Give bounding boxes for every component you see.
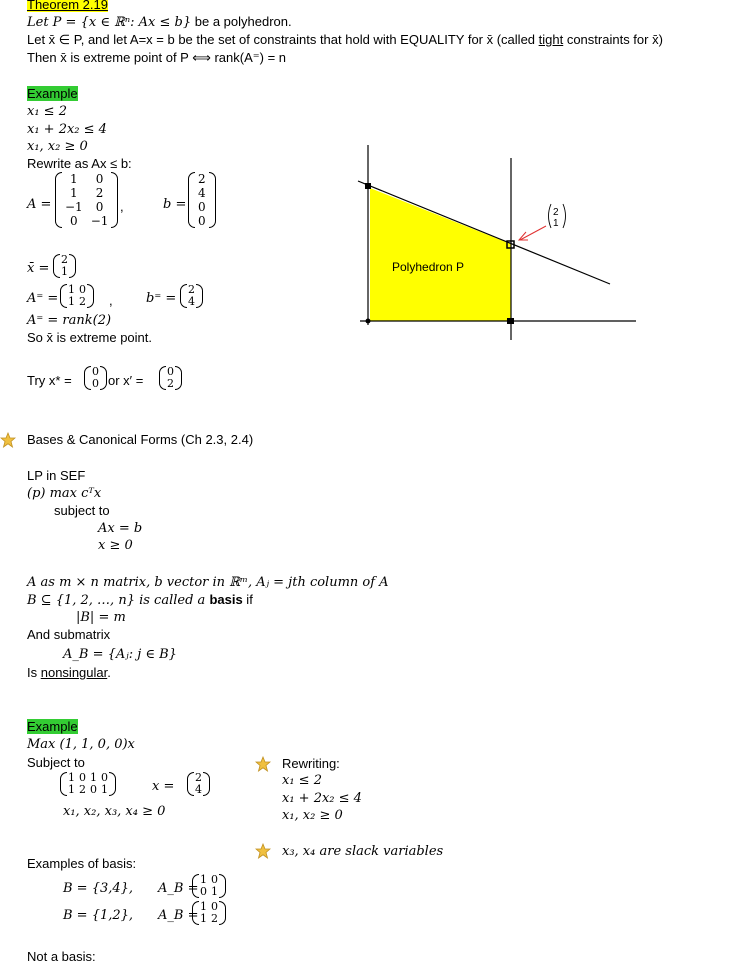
matrix-cell: 0 (92, 377, 99, 390)
basis-1-AB-label: A_B = (158, 881, 199, 896)
matrix-row (61, 200, 112, 214)
matrix-cell: 0 (167, 365, 174, 378)
rewriting-1: x₁ ≤ 2 (282, 773, 322, 788)
theorem-line-2: Let x̄ ∈ P, and let A=x = b be the set of constraints that hold with EQUALITY for x̄ (called tight constraints for x̄) (27, 32, 663, 47)
matrix-cell: 0 (95, 200, 104, 214)
rank-line: A⁼ = rank(2) (27, 313, 112, 328)
matrix-row (66, 784, 110, 796)
basis-def-submatrix: And submatrix (27, 627, 111, 642)
basis-1: B = {3,4}, (63, 881, 134, 896)
beq-vector (180, 284, 203, 308)
matrix-row (61, 214, 112, 228)
matrix-cell: 0 (79, 283, 86, 296)
lp-subject-to: subject to (54, 503, 110, 518)
vertex-marker (365, 183, 371, 189)
matrix-cell: 2 (198, 172, 206, 186)
matrix-row (193, 784, 204, 796)
constraint-3: x₁, x₂ ≥ 0 (27, 139, 88, 154)
matrix-cell: 4 (198, 186, 206, 200)
matrix-cell: 0 (70, 214, 78, 228)
matrix-cell: 1 (68, 283, 75, 296)
theorem-line-3: Then x̄ is extreme point of P ⟺ rank(A⁼) = n (27, 50, 287, 65)
matrix-cell: 0 (198, 214, 206, 228)
basis-2-matrix (192, 901, 226, 925)
matrix-row (61, 172, 112, 186)
xbar-vector (53, 254, 76, 278)
basis-def-line-2: B ⊆ {1, 2, …, n} is called a basis if (27, 592, 253, 608)
matrix-cell: 2 (79, 783, 86, 796)
lp-objective: (p) max cᵀx (27, 486, 102, 501)
lp-heading: LP in SEF (27, 468, 86, 483)
matrix-cell: 0 (90, 783, 97, 796)
or-label: or x′ = (108, 373, 144, 388)
matrix-cell: 0 (101, 771, 108, 784)
matrix-cell: 1 (200, 912, 207, 925)
polyhedron-graph (350, 140, 650, 345)
matrix-row (59, 266, 70, 278)
matrix-cell: 1 (68, 783, 75, 796)
try-label: Try x* = (27, 373, 72, 388)
matrix-cell: 0 (95, 172, 104, 186)
matrix-cell: 1 (70, 186, 78, 200)
matrix-row (61, 186, 112, 200)
examples-of-basis: Examples of basis: (27, 856, 137, 871)
constraint-2: x₁ + 2x₂ ≤ 4 (27, 122, 107, 137)
matrix-cell: 2 (211, 912, 218, 925)
star-icon (255, 843, 271, 859)
matrix-row (186, 296, 197, 308)
slack-note: x₃, x₄ are slack variables (282, 844, 444, 859)
constraint-1: x₁ ≤ 2 (27, 104, 67, 119)
matrix-row (198, 913, 220, 925)
matrix-cell: 0 (211, 900, 218, 913)
lp-equality: Ax = b (98, 521, 143, 536)
matrix-cell: 1 (101, 783, 108, 796)
vertex-marker (507, 318, 514, 324)
star-icon (0, 432, 16, 448)
matrix-cell: 1 (68, 295, 75, 308)
matrix-cell: 1 (200, 873, 207, 886)
matrix-cell: 4 (195, 783, 202, 796)
matrix-cell: 0 (200, 885, 207, 898)
beq-label: b⁼ = (146, 291, 177, 306)
matrix-cell: 0 (198, 200, 206, 214)
matrix-cell: −1 (90, 214, 109, 228)
polyhedron-region (370, 188, 511, 321)
try-xp-vector (159, 366, 182, 390)
matrix-cell: 1 (61, 265, 68, 278)
example2-x-eq: x = (152, 779, 175, 794)
try-x-vector (84, 366, 107, 390)
matrix-row (165, 378, 176, 390)
matrix-row (66, 296, 88, 308)
matrix-cell: 0 (79, 771, 86, 784)
arrow-shaft (520, 226, 546, 240)
matrix-cell: −1 (65, 200, 83, 214)
example2-max: Max (1, 1, 0, 0)x (27, 737, 135, 752)
example2-label: Example (27, 719, 78, 734)
example-label: Example (27, 86, 78, 101)
matrix-cell: 2 (188, 283, 195, 296)
example2-matrix (60, 772, 116, 796)
point-vector-bottom: 1 (553, 218, 559, 229)
matrix-row (90, 378, 101, 390)
theorem-line-1: Let P = {x ∈ ℝⁿ: Ax ≤ b} be a polyhedron. (27, 14, 292, 30)
basis-def-nonsingular: Is nonsingular. (27, 665, 111, 680)
polyhedron-label: Polyhedron P (392, 260, 465, 274)
star-icon (255, 756, 271, 772)
rewriting-2: x₁ + 2x₂ ≤ 4 (282, 791, 362, 806)
example2-nonneg: x₁, x₂, x₃, x₄ ≥ 0 (63, 804, 166, 819)
Aeq-matrix (60, 284, 94, 308)
not-a-basis: Not a basis: (27, 949, 96, 964)
rewriting-label: Rewriting: (282, 756, 340, 771)
matrix-cell: 0 (92, 365, 99, 378)
vector-b-label: b = (163, 197, 187, 212)
basis-2: B = {1,2}, (63, 908, 134, 923)
point-vector-top: 2 (553, 207, 559, 218)
matrix-row (194, 214, 210, 228)
matrix-cell: 2 (167, 377, 174, 390)
lp-nonneg: x ≥ 0 (98, 538, 133, 553)
matrix-row (194, 172, 210, 186)
basis-2-AB-label: A_B = (158, 908, 199, 923)
matrix-A (55, 172, 118, 228)
matrix-cell: 4 (188, 295, 195, 308)
matrix-cell: 2 (61, 253, 68, 266)
matrix-cell: 1 (200, 900, 207, 913)
matrix-row (198, 886, 220, 898)
matrix-cell: 2 (95, 186, 104, 200)
matrix-cell: 1 (211, 885, 218, 898)
rewrite-line: Rewrite as Ax ≤ b: (27, 156, 132, 171)
so-line: So x̄ is extreme point. (27, 330, 152, 345)
matrix-row (194, 200, 210, 214)
matrix-cell: 1 (68, 771, 75, 784)
vector-b (188, 172, 216, 228)
comma: , (109, 293, 113, 308)
basis-def-cardinality: |B| = m (76, 610, 126, 625)
basis-def-AB: A_B = {Aⱼ: j ∈ B} (63, 647, 177, 662)
Aeq-label: A⁼ = (27, 291, 59, 306)
theorem-title: Theorem 2.19 (27, 0, 108, 14)
matrix-cell: 2 (195, 771, 202, 784)
example2-rhs (187, 772, 210, 796)
rewriting-3: x₁, x₂ ≥ 0 (282, 808, 343, 823)
xbar-label: x̄ = (27, 261, 50, 276)
example2-subject: Subject to (27, 755, 85, 770)
basis-def-line-1: A as m × n matrix, b vector in ℝᵐ, Aⱼ = jth column of A (27, 575, 389, 590)
matrix-cell: 1 (90, 771, 97, 784)
basis-1-matrix (192, 874, 226, 898)
section-title: Bases & Canonical Forms (Ch 2.3, 2.4) (27, 432, 254, 447)
matrix-A-label: A = (27, 197, 52, 212)
matrix-cell: 1 (70, 172, 78, 186)
matrix-cell: 0 (211, 873, 218, 886)
vertex-marker (366, 319, 371, 324)
comma: , (120, 199, 124, 214)
matrix-cell: 2 (79, 295, 86, 308)
matrix-row (194, 186, 210, 200)
